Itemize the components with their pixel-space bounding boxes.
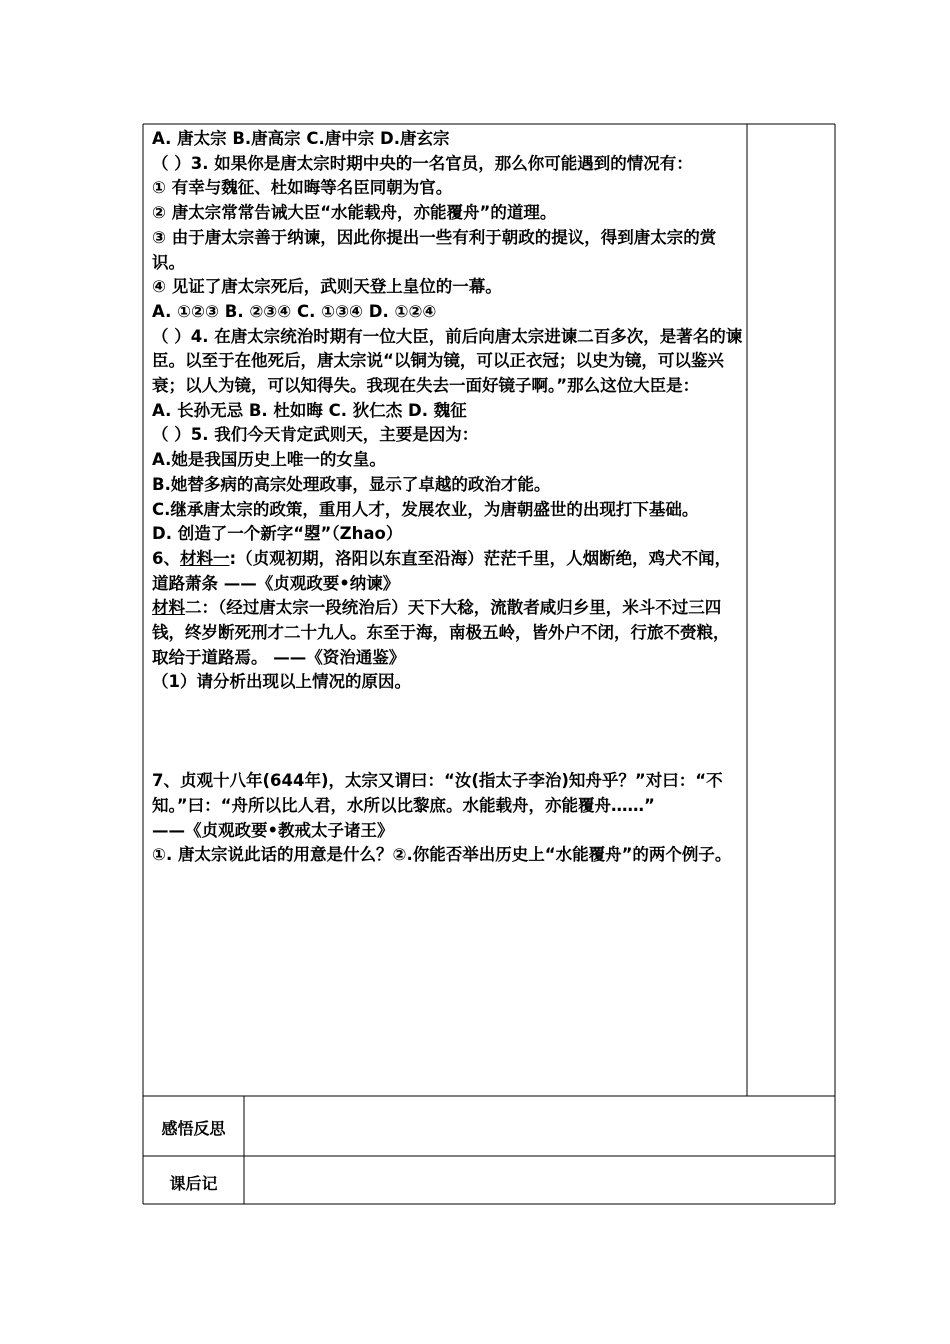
answer-space	[152, 695, 744, 769]
q6-question: （1）请分析出现以上情况的原因。	[152, 672, 411, 692]
q6-prefix: 6、	[152, 548, 180, 568]
reflection-field[interactable]	[245, 1097, 834, 1155]
q5-item-d: D. 创造了一个新字“曌”（Zhao）	[152, 524, 403, 544]
material-1-text: :（贞观初期，洛阳以东直至沿海）茫茫千里，人烟断绝，鸡犬不闻，道路萧条 ——《贞观政要•纳谏》	[152, 548, 732, 593]
q2-options: A. 唐太宗 B.唐高宗 C.唐中宗 D.唐玄宗	[152, 129, 450, 148]
q6-material-2	[152, 596, 744, 670]
q7-source: ——《贞观政要•教戒太子诸王》	[152, 820, 394, 840]
q5-stem: （ ）5. 我们今天肯定武则天，主要是因为：	[152, 425, 479, 445]
q7-stem: 7、贞观十八年(644年)，太宗又谓曰：“汝(指太子李治)知舟乎？”对曰：“不知。”曰：“舟所以比人君，水所以比黎庶。水能载舟，亦能覆舟……”	[152, 771, 723, 815]
reflection-label: 感悟反思	[161, 1119, 226, 1138]
material-2-label: 材料	[152, 598, 185, 618]
q4-options: A. 长孙无忌 B. 杜如晦 C. 狄仁杰 D. 魏征	[152, 400, 467, 420]
q7-question: ①. 唐太宗说此话的用意是什么？②.你能否举出历史上“水能覆舟”的两个例子。	[152, 845, 732, 865]
material-1-label: 材料一	[179, 548, 230, 568]
q5-item-b: B.她替多病的高宗处理政事，显示了卓越的政治才能。	[152, 474, 551, 494]
q3-item-2: ② 唐太宗常常告诫大臣“水能载舟，亦能覆舟”的道理。	[152, 203, 557, 223]
q6-material-1	[152, 547, 744, 596]
question-content	[152, 127, 744, 868]
q3-options: A. ①②③ B. ②③④ C. ①③④ D. ①②④	[152, 301, 437, 321]
after-class-label: 课后记	[169, 1174, 218, 1193]
material-2-text: 二：（经过唐太宗一段统治后）天下大稔，流散者咸归乡里，米斗不过三四钱，终岁断死刑才二十九人。东至于海，南极五岭，皆外户不闭，行旅不赍粮，取给于道路焉。 ——《资治通鉴》	[152, 598, 730, 667]
q3-stem: （ ）3. 如果你是唐太宗时期中央的一名官员，那么你可能遇到的情况有：	[152, 153, 693, 173]
after-class-field[interactable]	[245, 1157, 834, 1203]
q5-item-c: C.继承唐太宗的政策，重用人才，发展农业，为唐朝盛世的出现打下基础。	[152, 499, 699, 519]
q3-item-4: ④ 见证了唐太宗死后，武则天登上皇位的一幕。	[152, 277, 502, 297]
q3-item-1: ① 有幸与魏征、杜如晦等名臣同朝为官。	[152, 178, 453, 198]
q3-item-3: ③ 由于唐太宗善于纳谏，因此你提出一些有利于朝政的提议，得到唐太宗的赏识。	[152, 227, 717, 272]
q4-stem: （ ）4. 在唐太宗统治时期有一位大臣，前后向唐太宗进谏二百多次，是著名的谏臣。以至于在他死后，唐太宗说“以铜为镜，可以正衣冠；以史为镜，可以鉴兴衰；以人为镜，可以知得失。我现在失去一面好镜子啊。”那么这位大臣是：	[152, 326, 743, 396]
q5-item-a: A.她是我国历史上唯一的女皇。	[152, 450, 386, 470]
